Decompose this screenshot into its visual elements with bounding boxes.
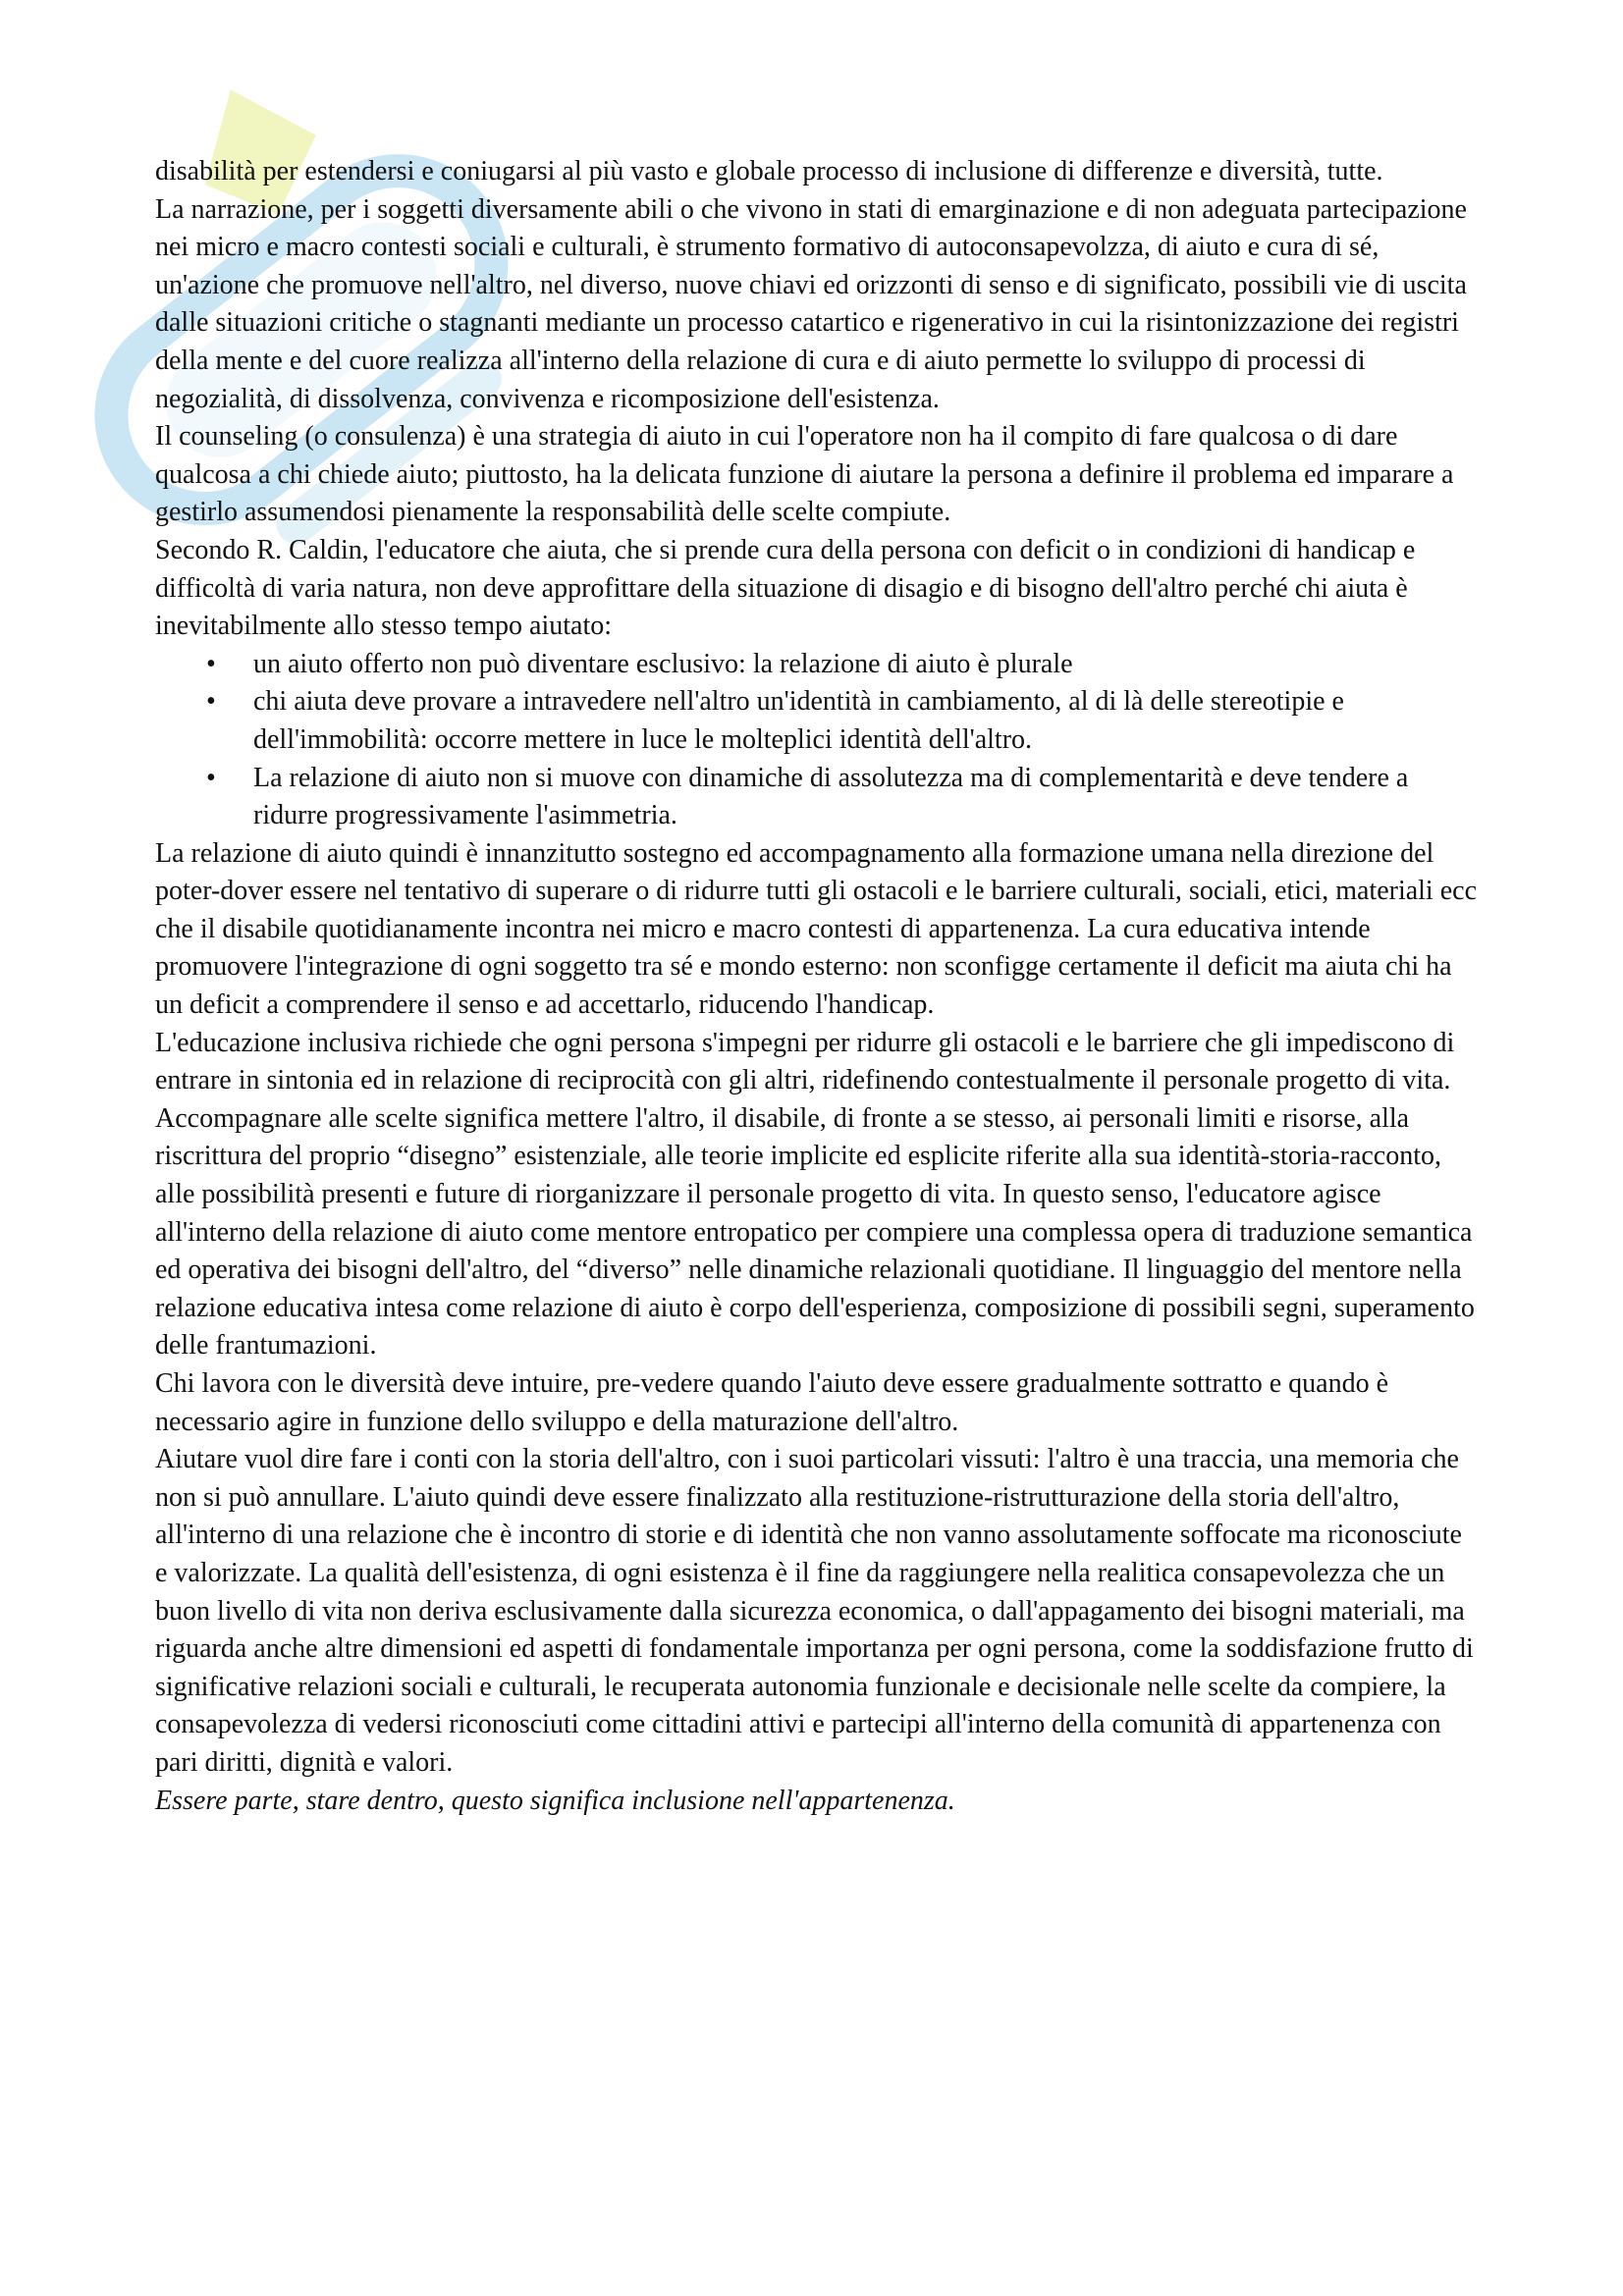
list-item bbox=[155, 683, 1481, 759]
paragraph: Aiutare vuol dire fare i conti con la storia dell'altro, con i suoi particolari vissuti: l'altro è una traccia, una memoria che non si può annullare. L'aiuto quindi deve essere finalizzato alla restituzione-ristrutturazione della storia dell'altro, all'interno di una relazione che è incontro di storie e di identità che non vanno assolutamente soffocate ma riconosciute e valorizzate. La qualità dell'esistenza, di ogni esistenza è il fine da raggiungere nella realitica consapevolezza che un buon livello di vita non deriva esclusivamente dalla sicurezza economica, o dall'appagamento dei bisogni materiali, ma riguarda anche altre dimensioni ed aspetti di fondamentale importanza per ogni persona, come la soddisfazione frutto di significative relazioni sociali e culturali, le recuperata autonomia funzionale e decisionale nelle scelte da compiere, la consapevolezza di vedersi riconosciuti come cittadini attivi e partecipi all'interno della comunità di appartenenza con pari diritti, dignità e valori. bbox=[155, 1444, 1474, 1778]
paragraph: Accompagnare alle scelte significa mettere l'altro, il disabile, di fronte a se stesso, ai personali limiti e risorse, alla riscrittura del proprio “disegno” esistenziale, alle teorie implicite ed esplicite riferite alla sua identità-storia-racconto, alle possibilità presenti e future di riorganizzare il personale progetto di vita. In questo senso, l'educatore agisce all'interno della relazione di aiuto come mentore entropatico per compiere una complessa opera di traduzione semantica ed operativa dei bisogni dell'altro, del “diverso” nelle dinamiche relazionali quotidiane. Il linguaggio del mentore nella relazione educativa intesa come relazione di aiuto è corpo dell'esperienza, composizione di possibili segni, superamento delle frantumazioni. bbox=[155, 1102, 1475, 1362]
bullet-icon: • bbox=[206, 762, 216, 793]
document-body bbox=[155, 153, 1481, 1820]
paragraph: Il counseling (o consulenza) è una strategia di aiuto in cui l'operatore non ha il compito di fare qualcosa o di dare qualcosa a chi chiede aiuto; piuttosto, ha la delicata funzione di aiutare la persona a definire il problema ed imparare a gestirlo assumendosi pienamente la responsabilità delle scelte compiute. bbox=[155, 421, 1454, 528]
paragraph: La narrazione, per i soggetti diversamente abili o che vivono in stati di emarginazione e di non adeguata partecipazione nei micro e macro contesti sociali e culturali, è strumento formativo di autoconsapevolzza, di aiuto e cura di sé, un'azione che promuove nell'altro, nel diverso, nuove chiavi ed orizzonti di senso e di significato, possibili vie di uscita dalle situazioni critiche o stagnanti mediante un processo catartico e rigenerativo in cui la risintonizzazione dei registri della mente e del cuore realizza all'interno della relazione di cura e di aiuto permette lo sviluppo di processi di negozialità, di dissolvenza, convivenza e ricomposizione dell'esistenza. bbox=[155, 193, 1467, 414]
list-item-text: La relazione di aiuto non si muove con dinamiche di assolutezza ma di complementarità e deve tendere a ridurre progressivamente l'asimmetria. bbox=[253, 762, 1409, 831]
list-item-text: un aiuto offerto non può diventare esclusivo: la relazione di aiuto è plurale bbox=[253, 648, 1073, 679]
bullet-icon: • bbox=[206, 648, 216, 679]
paragraph: disabilità per estendersi e coniugarsi al più vasto e globale processo di inclusione di differenze e diversità, tutte. bbox=[155, 156, 1383, 187]
list-item bbox=[155, 760, 1481, 835]
bullet-list bbox=[155, 646, 1481, 835]
bullet-icon: • bbox=[206, 686, 216, 718]
paragraph: La relazione di aiuto quindi è innanzitutto sostegno ed accompagnamento alla formazione umana nella direzione del poter-dover essere nel tentativo di superare o di ridurre tutti gli ostacoli e le barriere culturali, sociali, etici, materiali ecc che il disabile quotidianamente incontra nei micro e macro contesti di appartenenza. La cura educativa intende promuovere l'integrazione di ogni soggetto tra sé e mondo esterno: non sconfigge certamente il deficit ma aiuta chi ha un deficit a comprendere il senso e ad accettarlo, riducendo l'handicap. bbox=[155, 837, 1477, 1021]
list-item bbox=[155, 646, 1481, 684]
paragraph: Secondo R. Caldin, l'educatore che aiuta, che si prende cura della persona con deficit o in condizioni di handicap e difficoltà di varia natura, non deve approfittare della situazione di disagio e di bisogno dell'altro perché chi aiuta è inevitabilmente allo stesso tempo aiutato: bbox=[155, 534, 1416, 642]
closing-sentence: Essere parte, stare dentro, questo significa inclusione nell'appartenenza. bbox=[155, 1785, 955, 1816]
paragraph: L'educazione inclusiva richiede che ogni persona s'impegni per ridurre gli ostacoli e le barriere che gli impediscono di entrare in sintonia ed in relazione di reciprocità con gli altri, ridefinendo contestualmente il personale progetto di vita. bbox=[155, 1027, 1455, 1096]
paragraph: Chi lavora con le diversità deve intuire, pre-vedere quando l'aiuto deve essere gradualmente sottratto e quando è necessario agire in funzione dello sviluppo e della maturazione dell'altro. bbox=[155, 1368, 1389, 1437]
list-item-text: chi aiuta deve provare a intravedere nell'altro un'identità in cambiamento, al di là delle stereotipie e dell'immobilità: occorre mettere in luce le molteplici identità dell'altro. bbox=[253, 686, 1344, 755]
